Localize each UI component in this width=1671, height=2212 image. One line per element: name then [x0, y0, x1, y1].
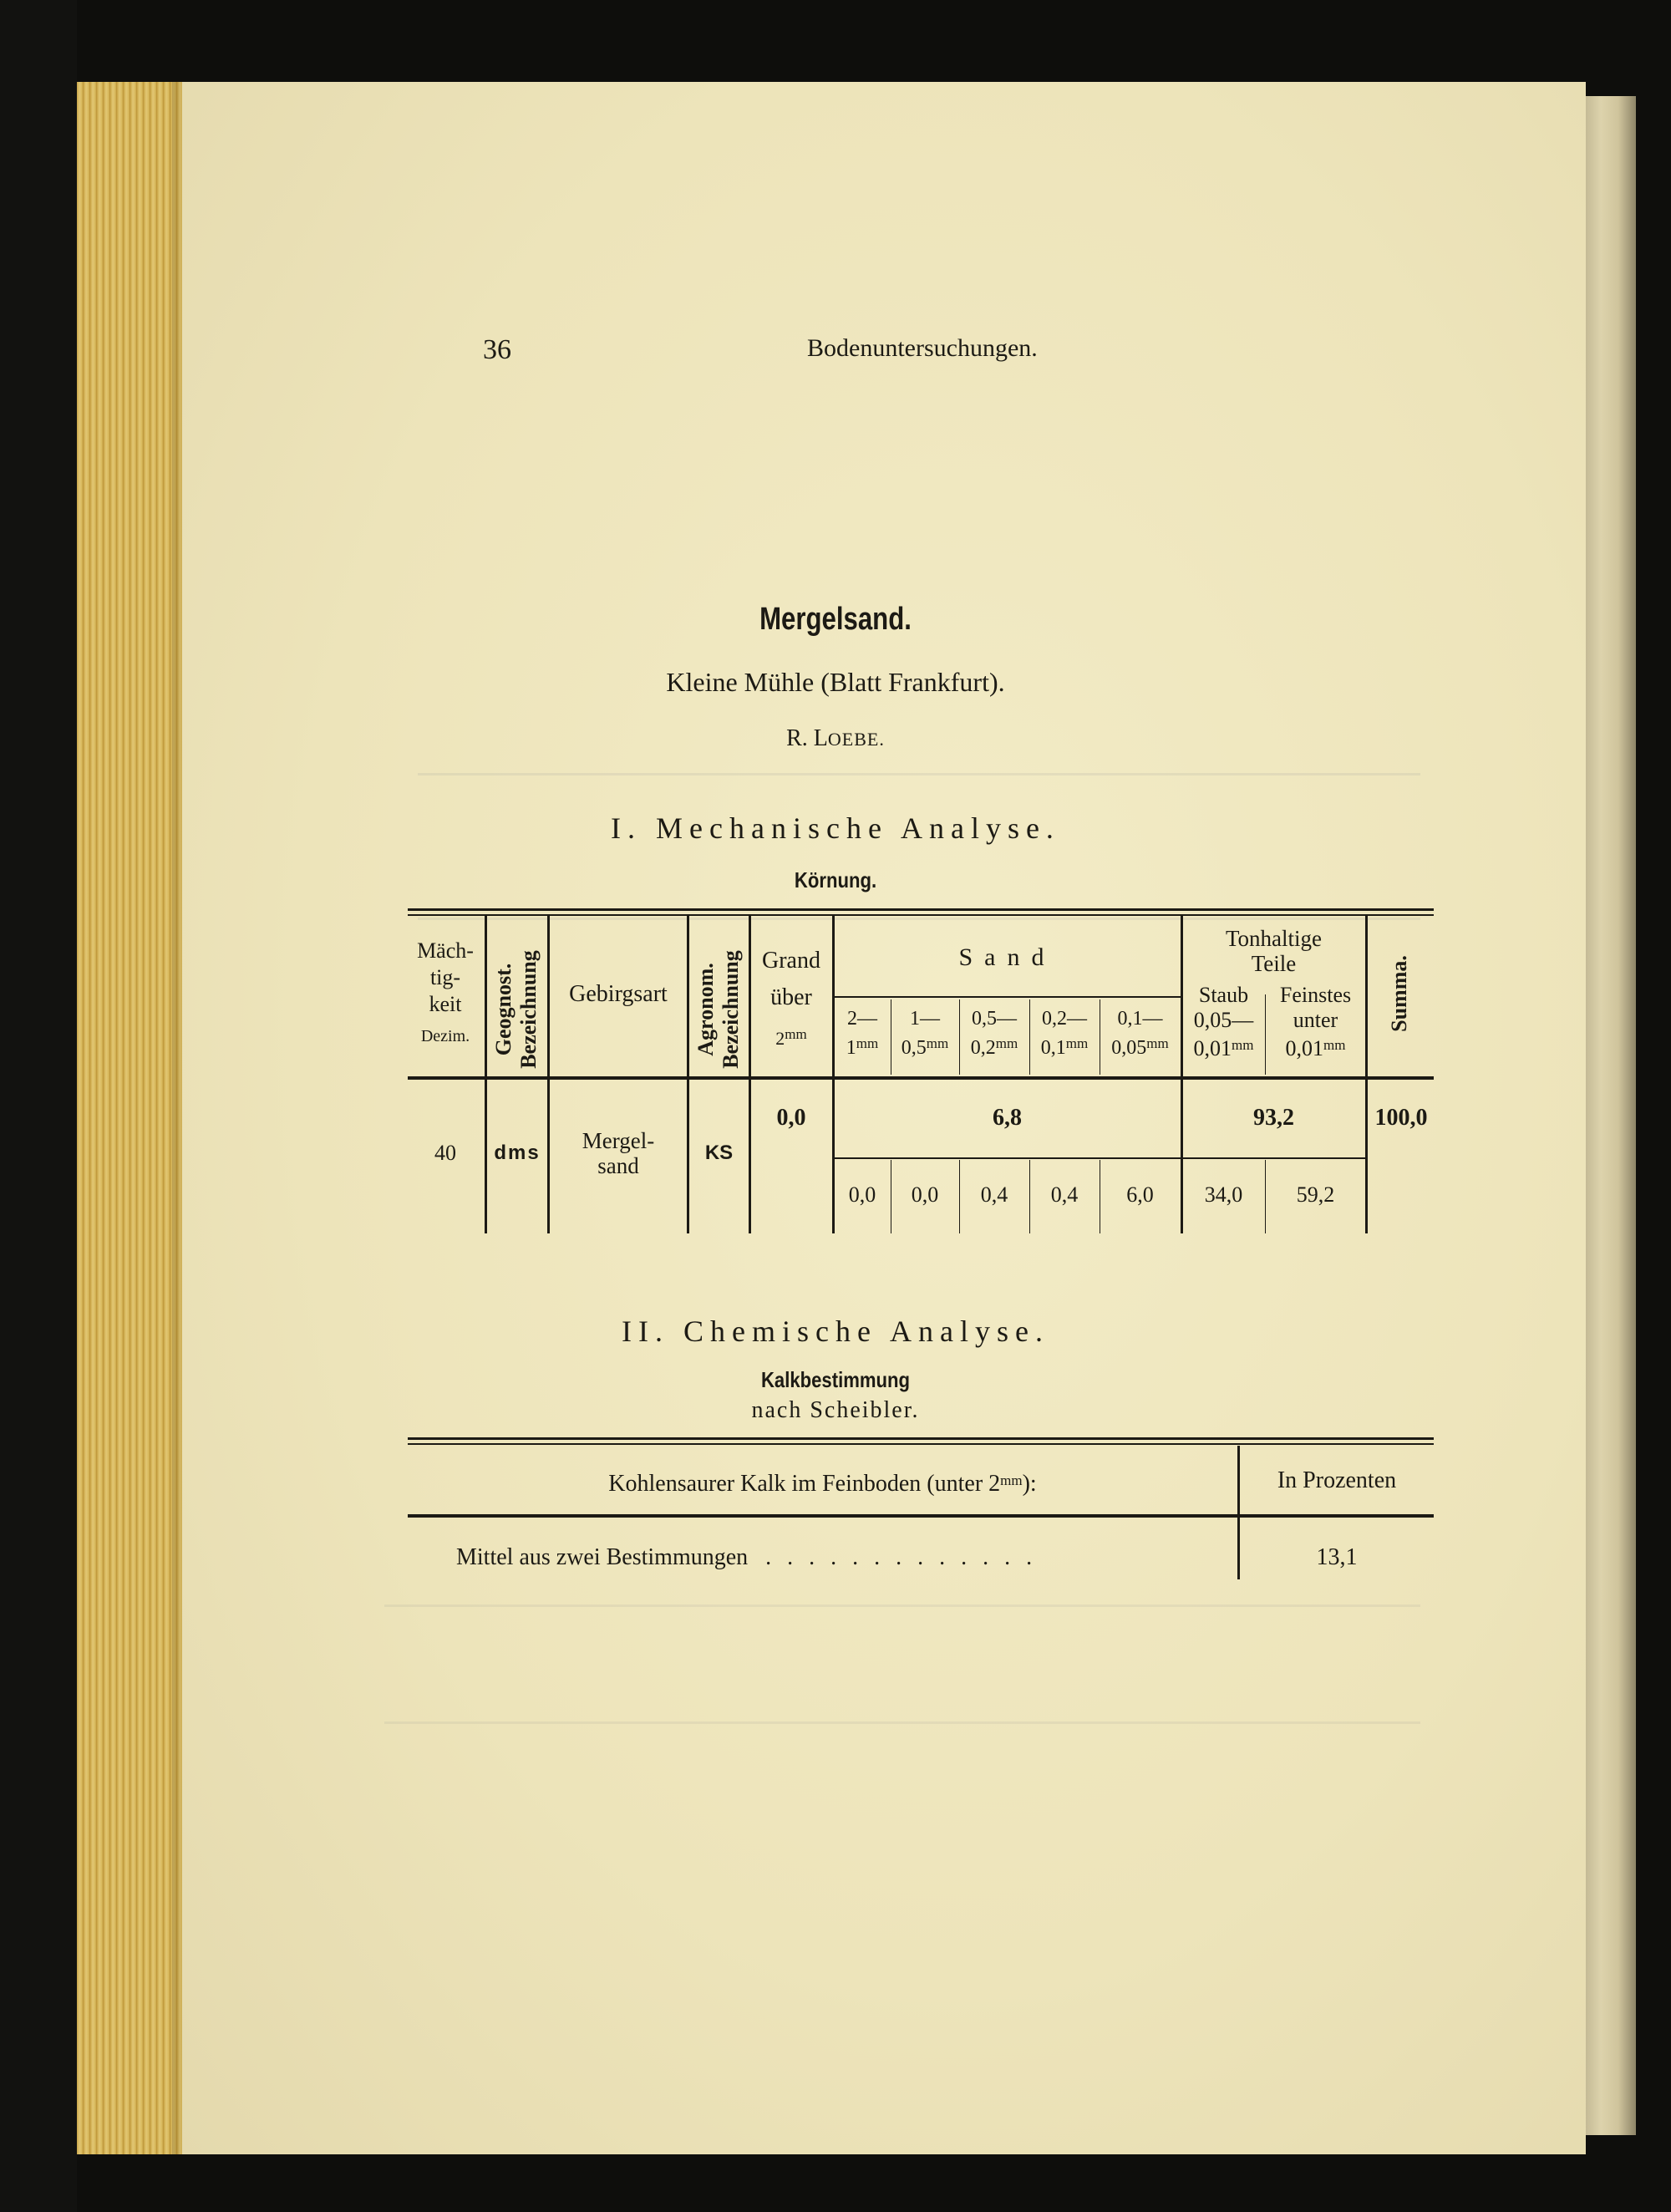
vrule [1365, 916, 1368, 1233]
header-grand [751, 943, 831, 1057]
cell-gebirgsart-l2: sand [597, 1153, 639, 1178]
sand-values-rule [834, 1157, 1181, 1159]
cell-sand-value: 0,0 [911, 1182, 939, 1207]
vrule [485, 916, 487, 1233]
table2-top-rule [408, 1437, 1434, 1440]
header-staub-l3: 0,01 [1193, 1036, 1232, 1060]
section-heading-mechanical: I. Mechanische Analyse. [611, 811, 1060, 845]
header-geognost-l2: Bezeichnung [516, 950, 541, 1069]
table2-header-kalk [408, 1467, 1237, 1498]
header-dezim: Dezim. [420, 1027, 470, 1045]
cell-maechtigkeit: 40 [434, 1141, 456, 1165]
table1-top-rule-2 [408, 914, 1434, 916]
vrule [687, 916, 689, 1233]
book-cover-left [0, 0, 77, 2212]
header-summa: Summa. [1387, 955, 1411, 1032]
header-maechtigkeit-l3: keit [429, 992, 462, 1016]
header-sand-fraction [891, 1006, 959, 1060]
cell-grand: 0,0 [776, 1105, 806, 1131]
header-staub [1182, 983, 1265, 1061]
section-subheading-kalk: Kalkbestimmung [760, 1367, 911, 1392]
fraction-bottom: 0,2 [970, 1037, 996, 1059]
header-grand-l1: Grand [762, 948, 820, 974]
section-heading-chemical: II. Chemische Analyse. [622, 1314, 1049, 1348]
header-feinstes-l2: unter [1293, 1008, 1338, 1032]
author-line [0, 725, 1671, 752]
header-sand-fraction [1100, 1006, 1181, 1060]
cell-gebirgsart [550, 1128, 687, 1178]
header-sand-fraction [1029, 1006, 1100, 1060]
author-initial: R. L [786, 725, 828, 751]
cell-sand-value: 0,4 [1050, 1182, 1079, 1207]
sand-sub-rule [834, 996, 1181, 998]
row-leader-dots: . . . . . . . . . . . . . [765, 1544, 1038, 1570]
document-subtitle: Kleine Mühle (Blatt Frankfurt). [666, 667, 1005, 697]
header-maechtigkeit [408, 938, 483, 1050]
fraction-top: 0,1— [1117, 1008, 1163, 1030]
header-feinstes-l1: Feinstes [1279, 983, 1352, 1007]
fraction-bottom: 0,5 [901, 1037, 927, 1059]
header-staub-l2: 0,05— [1193, 1008, 1254, 1032]
cell-feinstes: 59,2 [1296, 1182, 1335, 1207]
header-geognost-l1: Geognost. [491, 963, 516, 1056]
fraction-unit: mm [1146, 1035, 1169, 1051]
table2-row-value: 13,1 [1316, 1544, 1358, 1570]
cell-sand-value: 6,0 [1126, 1182, 1154, 1207]
section-method: nach Scheibler. [751, 1397, 920, 1423]
cell-summa: 100,0 [1374, 1105, 1428, 1131]
table2-header-percent: In Prozenten [1277, 1467, 1397, 1493]
header-tonhaltige [1182, 926, 1365, 976]
cell-sand-total: 6,8 [993, 1105, 1022, 1131]
cell-agronom: KS [704, 1142, 734, 1164]
kalk-header-text: Kohlensaurer Kalk im Feinboden (unter 2 [608, 1471, 1001, 1497]
cell-sand-value: 0,0 [848, 1182, 876, 1207]
kalk-header-end: ): [1022, 1471, 1037, 1497]
header-agronom [693, 934, 747, 1085]
header-sand-fraction [959, 1006, 1029, 1060]
header-sand-fraction [834, 1006, 891, 1060]
fraction-unit: mm [856, 1035, 879, 1051]
fraction-top: 1— [910, 1008, 940, 1030]
fraction-bottom: 0,05 [1111, 1037, 1147, 1059]
author-rest: OEBE. [827, 729, 885, 750]
row-label-text: Mittel aus zwei Bestimmungen [456, 1544, 749, 1570]
fraction-unit: mm [995, 1035, 1018, 1051]
cell-gebirgsart-l1: Mergel- [582, 1128, 655, 1153]
table2-header-rule [408, 1514, 1434, 1518]
staub-unit: mm [1232, 1037, 1254, 1053]
fraction-bottom: 1 [846, 1037, 856, 1059]
vrule [547, 916, 550, 1233]
header-tonhaltige-l2: Teile [1251, 951, 1297, 976]
book-cover-right [1636, 0, 1671, 2212]
grand-size-unit: mm [785, 1026, 807, 1042]
section-subheading-koernung: Körnung. [794, 867, 877, 892]
table1-header-rule [408, 1076, 1434, 1080]
header-maechtigkeit-l2: tig- [429, 965, 461, 989]
running-head: Bodenuntersuchungen. [807, 334, 1038, 362]
cell-geognost: dms [494, 1142, 541, 1164]
header-maechtigkeit-l1: Mäch- [417, 938, 474, 963]
kalk-header-unit: mm [1000, 1472, 1023, 1488]
header-agronom-l1: Agronom. [693, 963, 718, 1056]
page-number: 36 [483, 334, 511, 365]
header-feinstes [1266, 983, 1365, 1061]
grand-size-value: 2 [775, 1028, 785, 1049]
header-gebirgsart: Gebirgsart [569, 981, 668, 1007]
cell-sand-value: 0,4 [980, 1182, 1008, 1207]
fraction-unit: mm [926, 1035, 949, 1051]
header-feinstes-l3: 0,01 [1285, 1036, 1324, 1060]
fraction-bottom: 0,1 [1040, 1037, 1066, 1059]
header-grand-l2: über [770, 984, 812, 1010]
header-grand-size [751, 1016, 831, 1057]
header-staub-l1: Staub [1198, 983, 1249, 1007]
fraction-top: 0,2— [1042, 1008, 1087, 1030]
fraction-top: 2— [847, 1008, 877, 1030]
header-geognost [491, 934, 545, 1085]
book-page-edges [77, 82, 185, 2154]
book-right-pages [1577, 96, 1636, 2135]
table2-top-rule-2 [408, 1443, 1434, 1445]
header-agronom-l2: Bezeichnung [719, 950, 743, 1069]
ton-sub-rule [1182, 1157, 1366, 1159]
fraction-top: 0,5— [972, 1008, 1017, 1030]
cell-staub: 34,0 [1204, 1182, 1243, 1207]
document-title: Mergelsand. [759, 602, 912, 637]
table1-top-rule [408, 908, 1434, 911]
header-sand: Sand [958, 943, 1056, 971]
header-tonhaltige-l1: Tonhaltige [1225, 926, 1323, 951]
fraction-unit: mm [1065, 1035, 1089, 1051]
table2-row-label [456, 1544, 1037, 1571]
feinstes-unit: mm [1323, 1037, 1346, 1053]
cell-ton-total: 93,2 [1253, 1105, 1294, 1131]
